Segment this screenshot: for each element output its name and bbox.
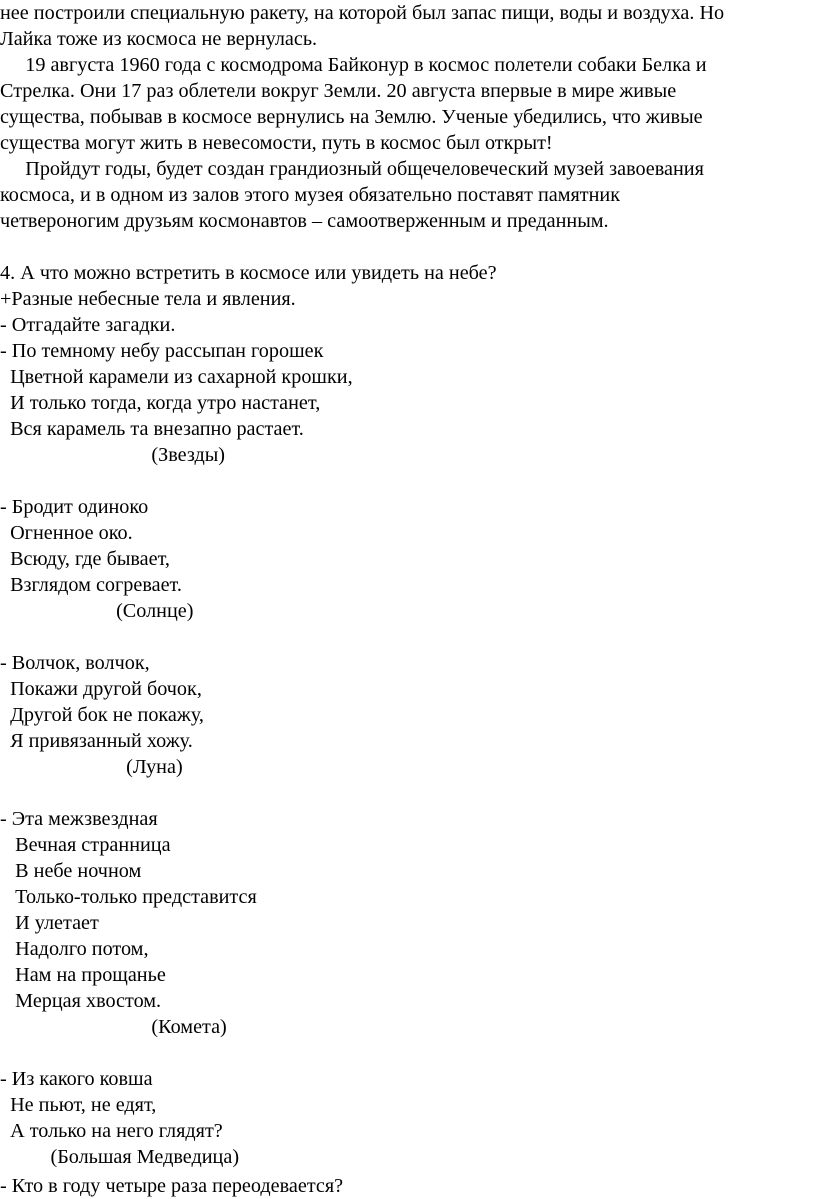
text-line: Лайка тоже из космоса не вернулась. bbox=[0, 28, 318, 50]
riddle-line: И улетает bbox=[0, 912, 99, 934]
text-line: нее построили специальную ракету, на которой был запас пищи, воды и воздуха. Но bbox=[0, 2, 725, 24]
riddle-line: - Бродит одиноко bbox=[0, 496, 149, 518]
section-heading: 4. А что можно встретить в космосе или увидеть на небе? bbox=[0, 262, 497, 284]
riddle-line: - Из какого ковша bbox=[0, 1068, 153, 1090]
riddle-line: - Эта межзвездная bbox=[0, 808, 158, 830]
riddle-line: Не пьют, не едят, bbox=[0, 1094, 157, 1116]
riddle-line: Нам на прощанье bbox=[0, 964, 166, 986]
riddle-line: Взглядом согревает. bbox=[0, 574, 182, 596]
text-line: Пройдут годы, будет создан грандиозный общечеловеческий музей завоевания bbox=[0, 158, 704, 180]
text-line: - Отгадайте загадки. bbox=[0, 314, 176, 336]
text-line: четвероногим друзьям космонавтов – самоотверженным и преданным. bbox=[0, 210, 609, 232]
riddle-line: А только на него глядят? bbox=[0, 1120, 223, 1142]
text-line: существа, побывав в космосе вернулись на Землю. Ученые убедились, что живые bbox=[0, 106, 703, 128]
riddle-line: - Кто в году четыре раза переодевается? bbox=[0, 1175, 344, 1197]
riddle-line: Только-только представится bbox=[0, 886, 257, 908]
riddle-line: В небе ночном bbox=[0, 860, 142, 882]
text-line: +Разные небесные тела и явления. bbox=[0, 288, 296, 310]
riddle-line: Всюду, где бывает, bbox=[0, 548, 170, 570]
riddle-line: Вечная странница bbox=[0, 834, 171, 856]
riddle-line: - По темному небу рассыпан горошек bbox=[0, 340, 324, 362]
riddle-line: Надолго потом, bbox=[0, 938, 149, 960]
riddle-line: - Волчок, волчок, bbox=[0, 652, 150, 674]
riddle-line: Мерцая хвостом. bbox=[0, 990, 162, 1012]
riddle-answer: (Солнце) bbox=[0, 600, 194, 622]
riddle-line: Покажи другой бочок, bbox=[0, 678, 202, 700]
riddle-line: Огненное око. bbox=[0, 522, 133, 544]
riddle-line: Вся карамель та внезапно растает. bbox=[0, 418, 304, 440]
text-line: космоса, и в одном из залов этого музея обязательно поставят памятник bbox=[0, 184, 621, 206]
riddle-answer: (Большая Медведица) bbox=[0, 1146, 240, 1168]
text-line: существа могут жить в невесомости, путь в космос был открыт! bbox=[0, 132, 553, 154]
text-line: Стрелка. Они 17 раз облетели вокруг Земли. 20 августа впервые в мире живые bbox=[0, 80, 677, 102]
riddle-answer: (Луна) bbox=[0, 756, 183, 778]
riddle-answer: (Комета) bbox=[0, 1016, 227, 1038]
riddle-line: И только тогда, когда утро настанет, bbox=[0, 392, 321, 414]
riddle-line: Я привязанный хожу. bbox=[0, 730, 193, 752]
riddle-line: Цветной карамели из сахарной крошки, bbox=[0, 366, 353, 388]
text-line: 19 августа 1960 года с космодрома Байконур в космос полетели собаки Белка и bbox=[0, 54, 707, 76]
riddle-line: Другой бок не покажу, bbox=[0, 704, 204, 726]
riddle-answer: (Звезды) bbox=[0, 444, 226, 466]
